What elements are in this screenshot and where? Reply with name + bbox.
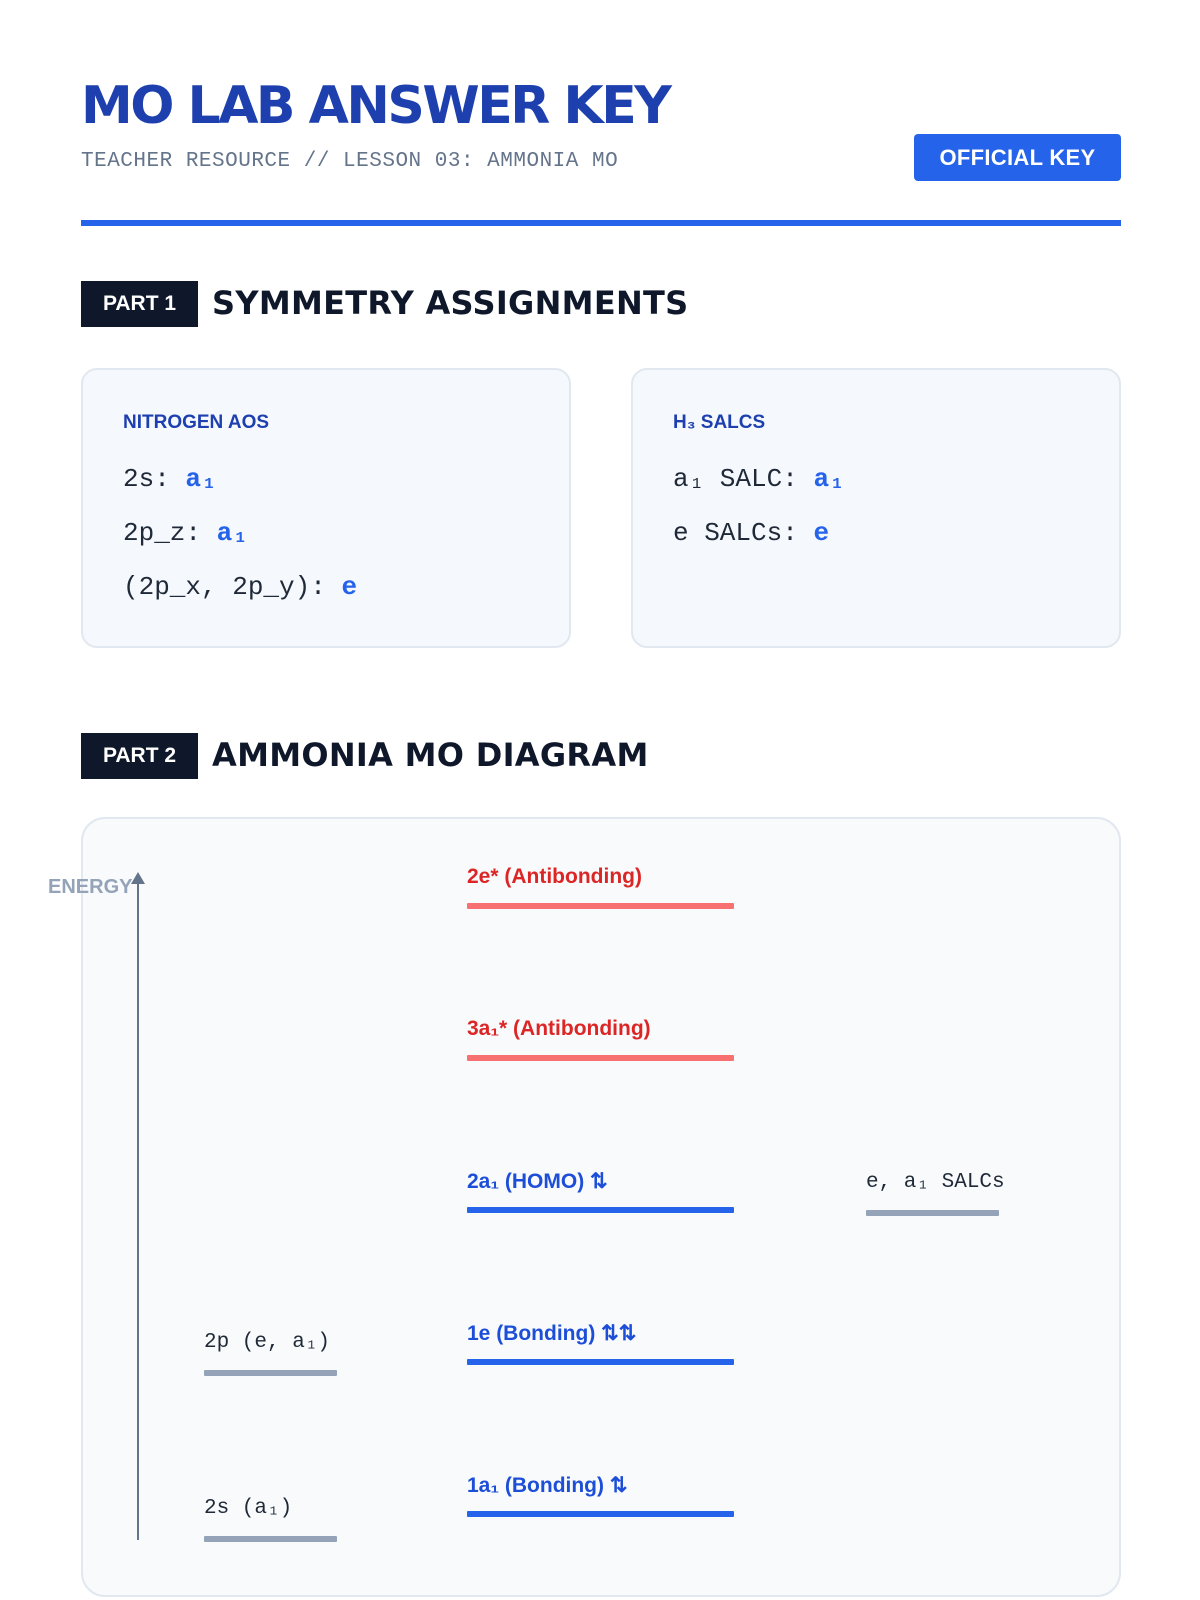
- symmetry-value: e: [813, 518, 830, 548]
- mo-level-line: [467, 1055, 734, 1061]
- part1-badge: PART 1: [81, 281, 198, 327]
- nitrogen-row: [123, 572, 357, 602]
- salc-row: [673, 464, 845, 494]
- mo-level-line: [467, 1359, 734, 1365]
- symmetry-value: a₁: [185, 464, 217, 494]
- mo-level-name: 2a₁ (HOMO): [467, 1170, 585, 1193]
- n-ao-level-line: [204, 1370, 337, 1376]
- mo-level-name: 2e* (Antibonding): [467, 865, 642, 888]
- mo-level-line: [467, 903, 734, 909]
- orbital-name: 2p_z:: [123, 518, 202, 548]
- header-divider: [81, 220, 1121, 226]
- part2-title: AMMONIA MO DIAGRAM: [212, 736, 649, 774]
- mo-level-name: 1e (Bonding): [467, 1322, 596, 1345]
- orbital-name: a₁ SALC:: [673, 464, 798, 494]
- nitrogen-aos-label: NITROGEN AOS: [123, 412, 270, 433]
- nitrogen-row: [123, 464, 217, 494]
- energy-axis-label: ENERGY: [48, 876, 133, 898]
- orbital-name: 2s:: [123, 464, 170, 494]
- electron-pair-icon: ⇅: [609, 1474, 628, 1497]
- mo-level-label: [467, 1169, 608, 1194]
- mo-level-line: [467, 1511, 734, 1517]
- symmetry-value: a₁: [813, 464, 845, 494]
- electron-pair-icon: ⇅⇅: [601, 1322, 637, 1345]
- mo-level-label: [467, 865, 642, 889]
- electron-pair-icon: ⇅: [590, 1170, 608, 1193]
- n-ao-level-line: [204, 1536, 337, 1542]
- mo-level-line: [467, 1207, 734, 1213]
- symmetry-value: a₁: [216, 518, 248, 548]
- h-salc-level-label: e, a₁ SALCs: [866, 1171, 1005, 1194]
- nitrogen-aos-card: [81, 368, 571, 648]
- n-ao-level-label: 2s (a₁): [204, 1497, 293, 1520]
- h-salc-level-line: [866, 1210, 999, 1216]
- mo-level-label: [467, 1017, 651, 1041]
- orbital-name: (2p_x, 2p_y):: [123, 572, 326, 602]
- symmetry-value: e: [341, 572, 358, 602]
- part2-badge: PART 2: [81, 733, 198, 779]
- h3-salcs-card: [631, 368, 1121, 648]
- mo-level-name: 3a₁* (Antibonding): [467, 1017, 651, 1040]
- mo-level-name: 1a₁ (Bonding): [467, 1474, 605, 1497]
- page-title: MO LAB ANSWER KEY: [81, 76, 670, 136]
- nitrogen-row: [123, 518, 248, 548]
- arrow-up-icon: [131, 872, 145, 884]
- page-subtitle: TEACHER RESOURCE // LESSON 03: AMMONIA MO: [81, 150, 619, 173]
- official-key-badge: OFFICIAL KEY: [914, 134, 1121, 181]
- energy-axis: [137, 878, 139, 1540]
- orbital-name: e SALCs:: [673, 518, 798, 548]
- mo-level-label: [467, 1473, 627, 1498]
- salc-row: [673, 518, 829, 548]
- mo-level-label: [467, 1321, 636, 1346]
- part1-title: SYMMETRY ASSIGNMENTS: [212, 284, 689, 322]
- h3-salcs-label: H₃ SALCS: [673, 412, 766, 433]
- n-ao-level-label: 2p (e, a₁): [204, 1331, 331, 1354]
